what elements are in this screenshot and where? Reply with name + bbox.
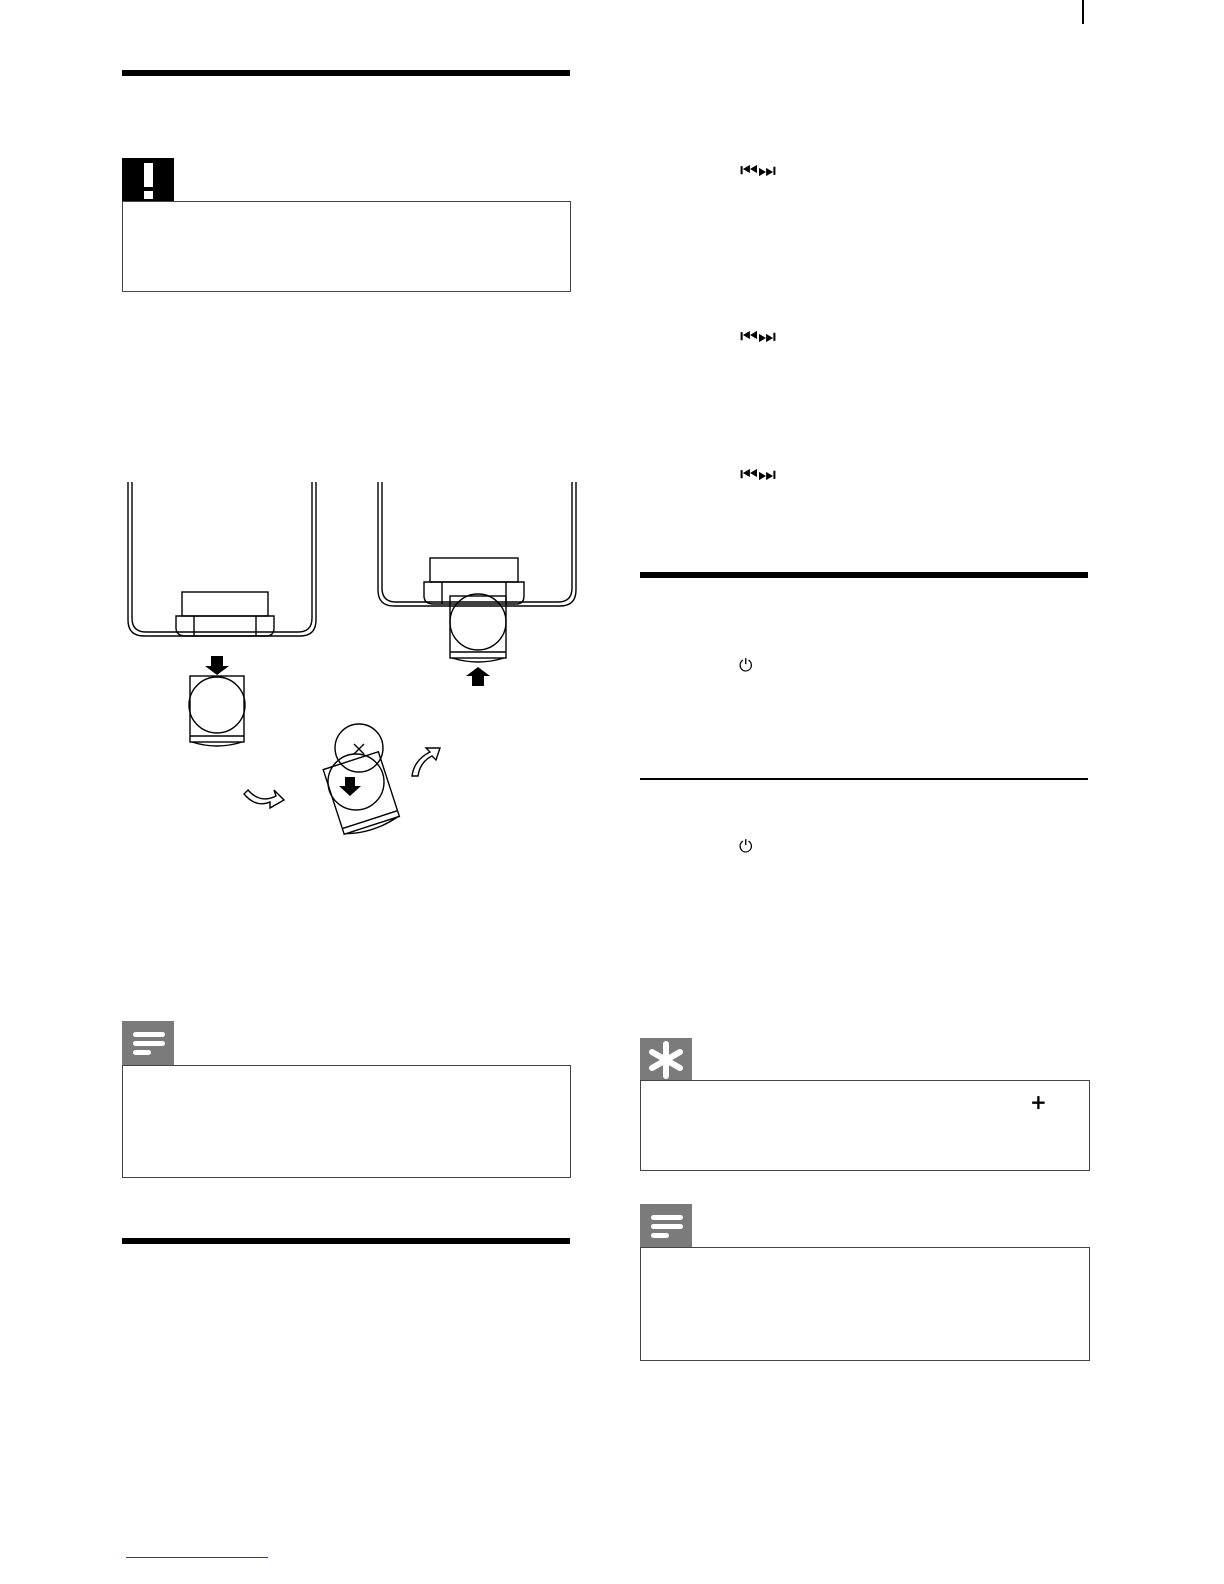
remote-battery-illustration bbox=[110, 470, 590, 850]
note-box-left bbox=[122, 1065, 571, 1178]
subsection-rule-right bbox=[640, 778, 1088, 780]
note-lines-icon bbox=[122, 1021, 174, 1065]
note-box-right bbox=[640, 1247, 1090, 1361]
caution-box bbox=[122, 201, 571, 292]
footer-link-underline[interactable] bbox=[126, 1557, 268, 1558]
section-rule-right bbox=[640, 572, 1088, 578]
section-rule-top-left bbox=[122, 70, 570, 76]
note-lines-icon bbox=[640, 1204, 692, 1248]
plus-symbol: + bbox=[1030, 1090, 1047, 1114]
exclamation-icon bbox=[122, 158, 174, 202]
asterisk-icon bbox=[640, 1038, 692, 1082]
power-icon: ⏻ bbox=[739, 656, 753, 676]
previous-next-icon: ⏮⏭ bbox=[740, 158, 776, 182]
previous-next-icon: ⏮⏭ bbox=[740, 324, 776, 348]
note-tag-left bbox=[122, 1021, 174, 1065]
caution-tag bbox=[122, 158, 174, 202]
power-icon: ⏻ bbox=[739, 837, 753, 857]
page-edge-line bbox=[1082, 0, 1084, 24]
section-rule-bottom-left bbox=[122, 1238, 570, 1244]
tip-box bbox=[640, 1080, 1090, 1171]
previous-next-icon: ⏮⏭ bbox=[740, 462, 776, 486]
note-tag-right bbox=[640, 1204, 692, 1248]
tip-tag bbox=[640, 1038, 692, 1082]
